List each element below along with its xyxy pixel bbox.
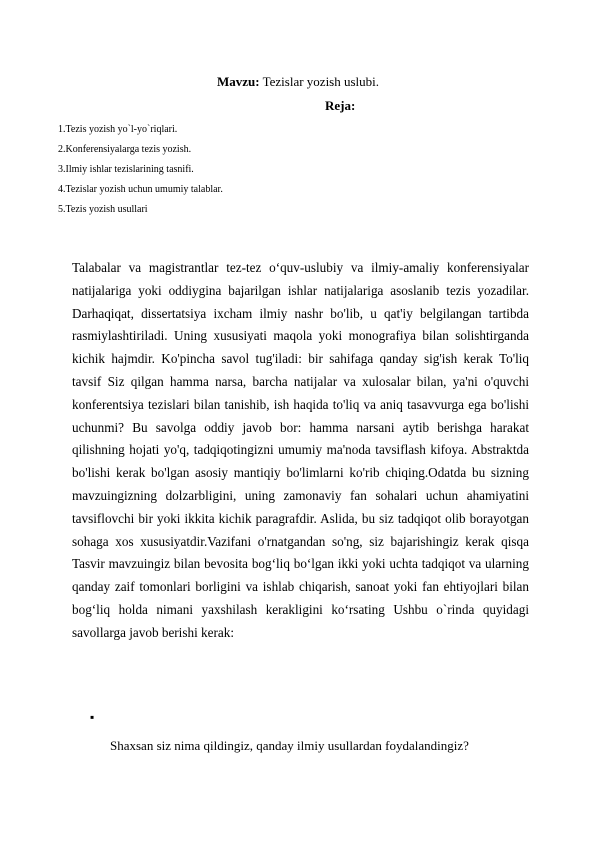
plan-item: 2.Konferensiyalarga tezis yozish. — [58, 144, 192, 155]
plan-heading: Reja: — [325, 98, 356, 113]
title-text: Tezislar yozish uslubi. — [259, 74, 380, 89]
plan-list — [58, 120, 223, 220]
body-paragraph: Talabalar va magistrantlar tez-tez o‘quv-uslubiy va ilmiy-amaliy konferensiyalar natijalariga yoki oddiygina bajarilgan ishlar natijalariga asoslanib tezis yozadilar. Darhaqiqat, dissertatsiya ixcham ilmiy nashr bo'lib, u qat'iy belgilangan tartibda rasmiylashtiriladi. Uning xususiyati maqola yoki monografiya bilan solishtirganda kichik hajmdir. Ko'pincha savol tug'iladi: bir sahifaga qanday sig'ish kerak To'liq tavsif Siz qilgan hamma narsa, barcha natijalar va xulosalar bilan, ya'ni o'quvchi konferentsiya tezislari bilan tanishib, ish haqida to'liq va aniq tasavvurga ega bo'lishi uchunmi? Bu savolga oddiy javob bor: hamma narsani aytib berishga harakat qilishning hojati yo'q, tadqiqotingizni umumiy ma'noda tavsiflash kifoya. Abstraktda bo'lishi kerak bo'lgan asosiy mantiqiy bo'limlarni ko'rib chiqing.Odatda bu sizning mavzuingizning dolzarbligini, uning zamonaviy fan sohalari uchun ahamiyatini tavsiflovchi bir yoki ikkita kichik paragrafdir. Aslida, bu siz tadqiqot olib borayotgan sohaga xos xususiyatdir.Vazifani o'rnatgandan so'ng, siz bajarishingiz kerak qisqa Tasvir mavzuingiz bilan bevosita bog‘liq bo‘lgan ikki yoki uchta tadqiqot va ularning qanday zaif tomonlari borligini va ishlab chiqarish, sanoat yoki fan ehtiyojlari bilan bog‘liq holda nimani yaxshilash kerakligini ko‘rsating Ushbu o`rinda quyidagi savollarga javob berishi kerak: — [72, 260, 529, 640]
plan-item: 1.Tezis yozish yo`l-yo`riqlari. — [58, 124, 178, 135]
plan-item: 5.Tezis yozish usullari — [58, 204, 148, 215]
title-label: Mavzu: — [216, 74, 260, 89]
bullet-marker: ▪ — [90, 710, 95, 724]
plan-item: 3.Ilmiy ishlar tezislarining tasnifi. — [58, 164, 194, 175]
plan-item: 4.Tezislar yozish uchun umumiy talablar. — [58, 184, 223, 195]
question-line: Shaxsan siz nima qildingiz, qanday ilmiy usullardan foydalandingiz? — [110, 738, 469, 753]
page-title — [0, 74, 596, 90]
